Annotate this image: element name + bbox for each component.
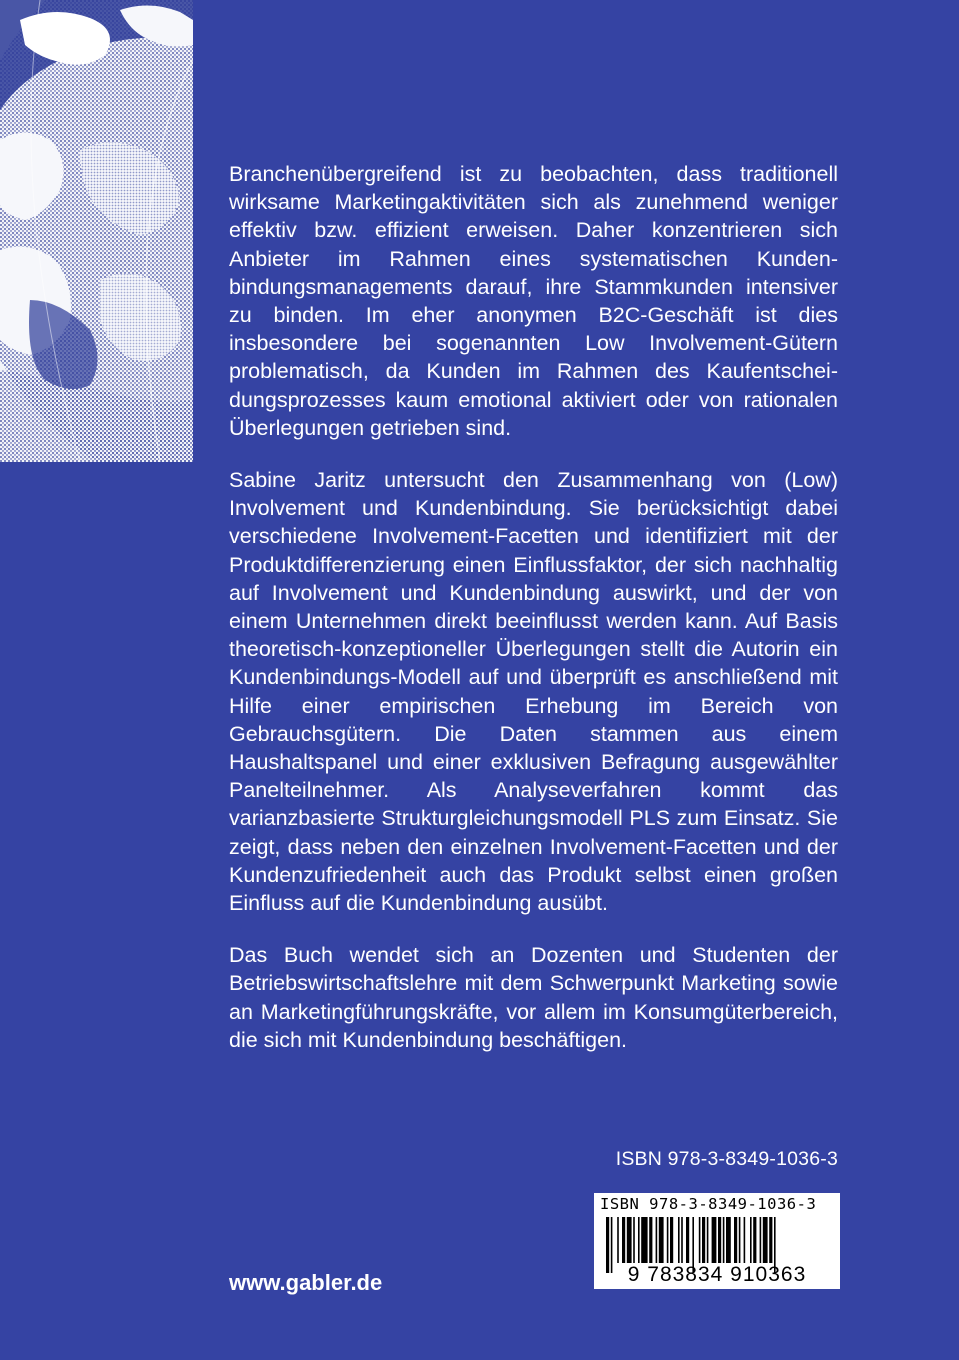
barcode-bar [739, 1217, 741, 1263]
barcode-bar [712, 1217, 717, 1263]
barcode-bar [617, 1217, 619, 1263]
barcode-bar [686, 1217, 689, 1263]
barcode-bar [641, 1217, 647, 1263]
barcode-bar [763, 1217, 768, 1263]
barcode-bar [723, 1217, 725, 1263]
isbn-label: ISBN 978-3-8349-1036-3 [615, 1148, 838, 1170]
barcode-bar [659, 1217, 664, 1263]
blurb-paragraph-2: Sabine Jaritz untersucht den Zusammenhang von (Low) Involvement und Kundenbindung. Sie berücksichtigt dabei verschiedene Involvement-Facetten und identifiziert mit der Produktdifferenzierung einen Einflussfaktor, der sich nachhaltig auf Involvement und Kundenbindung auswirkt, und der von einem Unternehmen direkt beeinflusst werden kann. Auf Basis theoretisch-konzeptioneller Überlegungen stellt die Autorin ein Kundenbindungs-Modell auf und überprüft es anschließend mit Hilfe einer empirischen Erhebung im Bereich von Gebrauchsgütern. Die Daten stammen aus einem Haushaltspanel und einer exklusiven Befragung ausgewählter Panelteilnehmer. Als Analyseverfahren kommt das varianzbasierte Strukturgleichungsmodell PLS zum Einsatz. Sie zeigt, dass neben den einzelnen Involvement-Facetten und der Kundenzufriedenheit auch das Produkt selbst einen großen Einfluss auf die Kundenbindung ausübt. [229, 468, 838, 916]
barcode-bar [744, 1217, 746, 1263]
blurb-paragraph-1: Branchenübergreifend ist zu beobachten, dass traditionell wirksame Marketingaktivitäten sich als zunehmend weniger effektiv bzw. effizient erweisen. Daher konzentrieren sich Anbieter im Rahmen eines systematischen Kundenbindungsmanagements darauf, ihre Stammkunden intensiver zu binden. Im eher anonymen B2C-Geschäft ist dies insbesondere bei sogenannten Low Involvement-Gütern problematisch, da Kunden im Rahmen des Kaufentscheidungsprozesses kaum emotional aktiviert oder von rationalen Überlegungen getrieben sind. [229, 162, 838, 440]
barcode-bar [718, 1217, 721, 1263]
barcode-bar [699, 1217, 701, 1263]
barcode-bar [633, 1217, 635, 1263]
globe-icon [0, 0, 193, 462]
barcode [594, 1193, 840, 1289]
back-cover-blurb [229, 160, 838, 1078]
barcode-bar [753, 1217, 756, 1263]
barcode-bar [627, 1217, 632, 1263]
barcode-bar [769, 1217, 772, 1263]
barcode-bar [726, 1217, 731, 1263]
globe-illustration [0, 0, 193, 462]
blurb-paragraph-3: Das Buch wendet sich an Dozenten und Studenten der Betriebswirtschaftslehre mit dem Schwerpunkt Marketing sowie an Marketingführungskräfte, vor allem im Konsumgüterbereich, die sich mit Kundenbindung beschäftigen. [229, 943, 838, 1052]
barcode-bar [670, 1217, 673, 1263]
barcode-bar [638, 1217, 640, 1263]
barcode-bar [707, 1217, 709, 1263]
barcode-bar [734, 1217, 737, 1263]
barcode-bar [649, 1217, 652, 1263]
barcode-bar [656, 1217, 658, 1263]
barcode-bar [622, 1217, 625, 1263]
barcode-bar [702, 1217, 705, 1263]
barcode-bar [760, 1217, 762, 1263]
barcode-digits: 9 783834 910363 [627, 1263, 807, 1286]
barcode-bar [681, 1217, 683, 1263]
barcode-bar [667, 1217, 669, 1263]
barcode-bar [678, 1217, 680, 1263]
barcode-bar [750, 1217, 752, 1263]
barcode-isbn-header: ISBN 978-3-8349-1036-3 [600, 1195, 817, 1213]
publisher-website: www.gabler.de [229, 1270, 383, 1295]
